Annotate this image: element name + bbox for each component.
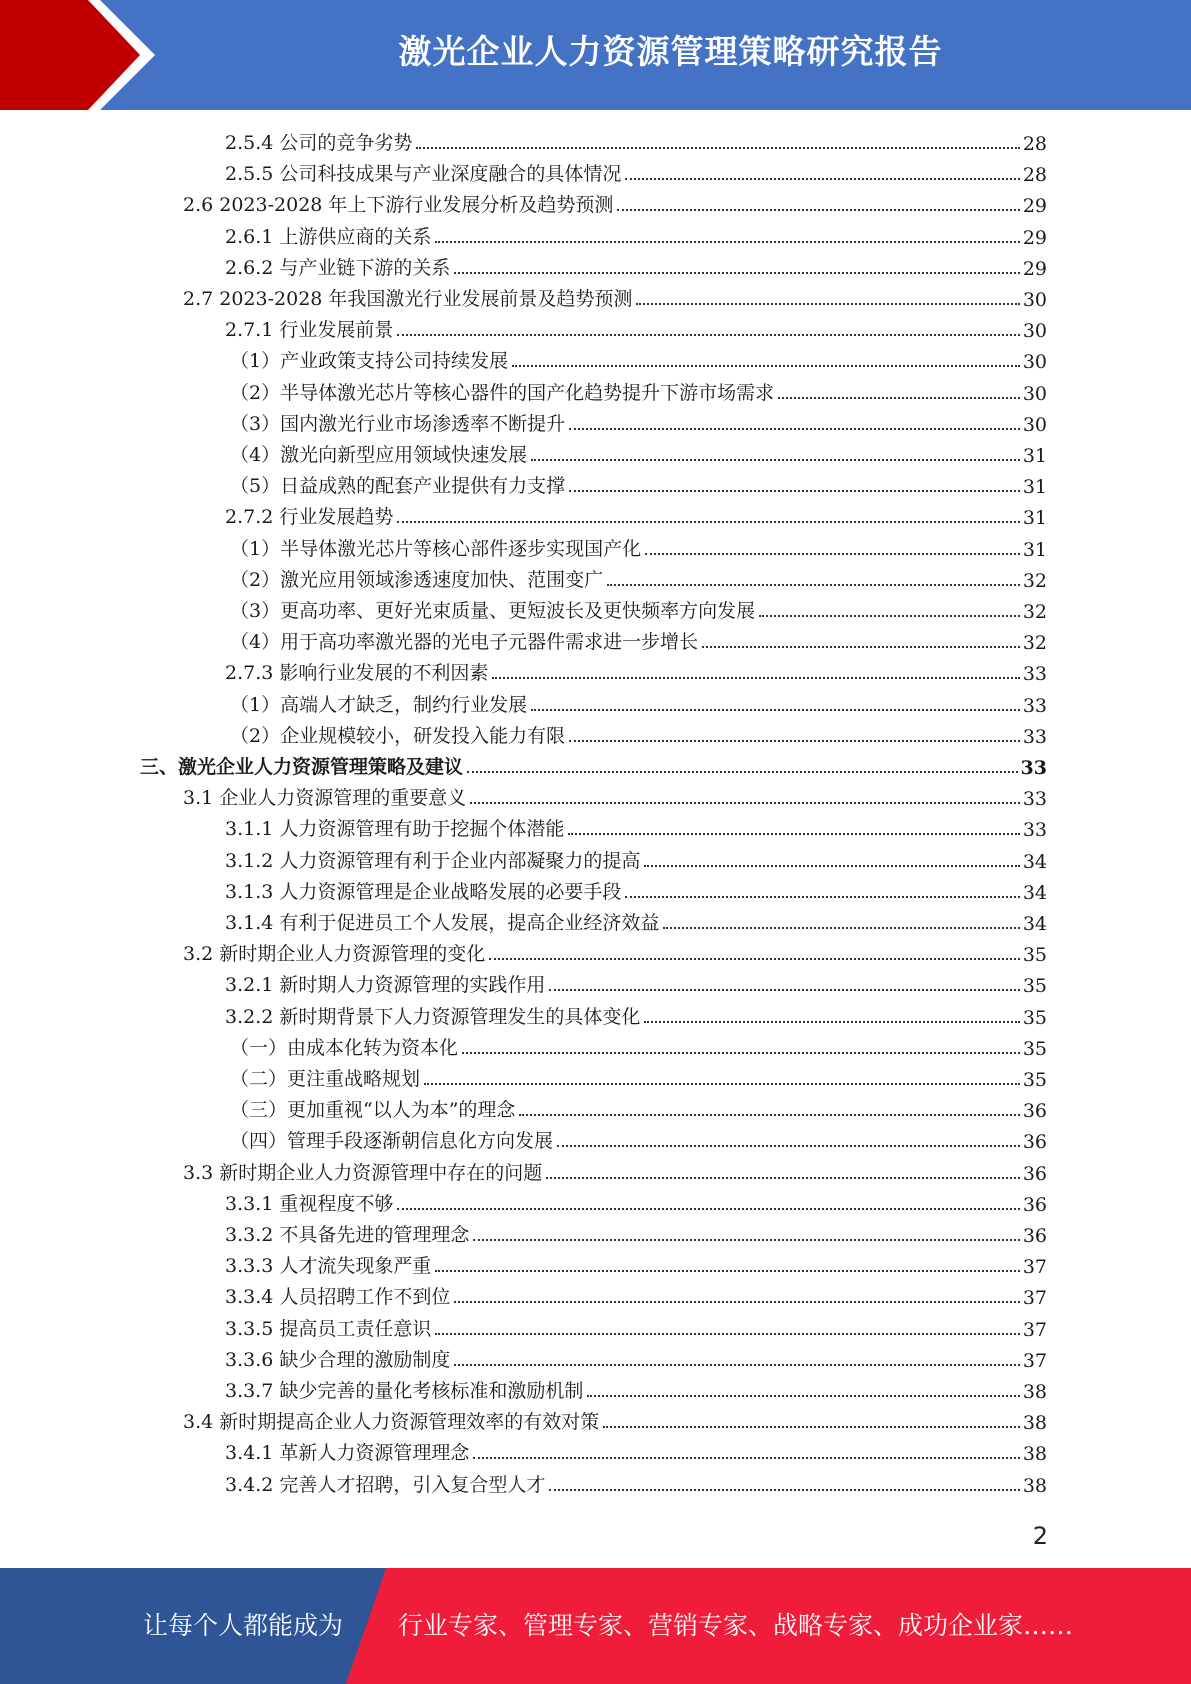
toc-entry-page: 38 bbox=[1022, 1474, 1047, 1497]
toc-entry[interactable] bbox=[225, 1278, 1047, 1309]
toc-entry-title: 2.5.5 公司科技成果与产业深度融合的具体情况 bbox=[225, 163, 622, 186]
report-title: 激光企业人力资源管理策略研究报告 bbox=[398, 32, 943, 71]
toc-entry-title: （一）由成本化转为资本化 bbox=[230, 1036, 459, 1059]
toc-dot-leader bbox=[587, 1395, 1019, 1397]
toc-entry[interactable] bbox=[230, 717, 1047, 748]
toc-entry[interactable] bbox=[225, 904, 1047, 935]
toc-entry-page: 28 bbox=[1022, 133, 1047, 155]
toc-dot-leader bbox=[467, 771, 1018, 773]
toc-entry-title: 2.7 2023-2028 年我国激光行业发展前景及趋势预测 bbox=[183, 288, 633, 310]
toc-dot-leader bbox=[519, 1114, 1019, 1116]
toc-entry-page: 38 bbox=[1022, 1412, 1047, 1435]
toc-dot-leader bbox=[568, 833, 1019, 835]
toc-entry-page: 30 bbox=[1022, 289, 1047, 311]
toc-entry-title: 3.3.7 缺少完善的量化考核标准和激励机制 bbox=[225, 1380, 584, 1402]
toc-entry-page: 35 bbox=[1022, 1069, 1047, 1091]
toc-entry-page: 33 bbox=[1022, 725, 1047, 748]
toc-dot-leader bbox=[546, 1177, 1020, 1179]
toc-entry-page: 32 bbox=[1022, 569, 1047, 592]
toc-dot-leader bbox=[702, 646, 1020, 648]
toc-entry-page: 37 bbox=[1022, 1256, 1047, 1279]
toc-entry-title: 2.5.4 公司的竞争劣势 bbox=[225, 132, 413, 154]
page-footer bbox=[0, 1568, 1191, 1684]
toc-entry-page: 33 bbox=[1022, 819, 1047, 842]
header-chevron-icon bbox=[0, 0, 160, 110]
toc-entry-title: 2.6.2 与产业链下游的关系 bbox=[225, 256, 451, 279]
toc-entry-title: （1）高端人才缺乏，制约行业发展 bbox=[230, 693, 528, 716]
toc-entry[interactable] bbox=[230, 1029, 1047, 1060]
toc-dot-leader bbox=[492, 677, 1019, 679]
toc-dot-leader bbox=[435, 1333, 1019, 1335]
toc-entry-title: 3.2 新时期企业人力资源管理的变化 bbox=[183, 943, 486, 966]
toc-entry-page: 36 bbox=[1022, 1100, 1047, 1123]
toc-entry[interactable] bbox=[225, 498, 1047, 529]
toc-entry[interactable] bbox=[230, 530, 1047, 561]
toc-entry-page: 31 bbox=[1022, 538, 1047, 561]
page-header bbox=[0, 0, 1191, 110]
toc-entry-page: 31 bbox=[1022, 507, 1047, 530]
toc-entry-title: 3.3.6 缺少合理的激励制度 bbox=[225, 1348, 451, 1371]
toc-entry[interactable] bbox=[225, 1216, 1047, 1247]
toc-dot-leader bbox=[489, 958, 1020, 960]
toc-entry[interactable] bbox=[225, 1341, 1047, 1372]
toc-entry[interactable] bbox=[230, 342, 1047, 373]
toc-entry[interactable] bbox=[225, 1247, 1047, 1278]
toc-dot-leader bbox=[625, 178, 1019, 180]
toc-entry[interactable] bbox=[183, 186, 1047, 217]
toc-entry[interactable] bbox=[225, 124, 1047, 155]
footer-roles: 行业专家、管理专家、营销专家、战略专家、成功企业家…… bbox=[398, 1611, 1074, 1640]
toc-dot-leader bbox=[645, 553, 1020, 555]
toc-entry[interactable] bbox=[225, 966, 1047, 997]
toc-entry-page: 34 bbox=[1022, 881, 1047, 904]
toc-dot-leader bbox=[531, 459, 1020, 461]
toc-entry-title: 3.1.3 人力资源管理是企业战略发展的必要手段 bbox=[225, 880, 622, 903]
toc-entry-title: 2.6 2023-2028 年上下游行业发展分析及趋势预测 bbox=[183, 194, 614, 217]
toc-entry[interactable] bbox=[225, 810, 1047, 841]
toc-entry[interactable] bbox=[183, 779, 1047, 810]
toc-dot-leader bbox=[617, 209, 1019, 211]
toc-dot-leader bbox=[569, 740, 1020, 742]
toc-entry[interactable] bbox=[230, 467, 1047, 498]
toc-entry-page: 33 bbox=[1022, 694, 1047, 717]
toc-entry[interactable] bbox=[230, 436, 1047, 467]
toc-dot-leader bbox=[644, 1021, 1019, 1023]
toc-dot-leader bbox=[435, 241, 1019, 243]
toc-entry-title: （4）用于高功率激光器的光电子元器件需求进一步增长 bbox=[230, 631, 699, 654]
toc-dot-leader bbox=[397, 1208, 1019, 1210]
toc-entry-title: 2.6.1 上游供应商的关系 bbox=[225, 225, 432, 248]
toc-dot-leader bbox=[549, 1489, 1019, 1491]
toc-entry-title: （3）国内激光行业市场渗透率不断提升 bbox=[230, 412, 566, 435]
toc-entry-page: 28 bbox=[1022, 164, 1047, 187]
toc-entry-title: 3.2.2 新时期背景下人力资源管理发生的具体变化 bbox=[225, 1005, 641, 1028]
toc-entry-title: 3.1 企业人力资源管理的重要意义 bbox=[183, 787, 467, 810]
toc-entry-page: 30 bbox=[1022, 320, 1047, 343]
toc-dot-leader bbox=[759, 615, 1020, 617]
toc-entry-title: 3.3.4 人员招聘工作不到位 bbox=[225, 1286, 451, 1309]
toc-entry[interactable] bbox=[225, 1434, 1047, 1465]
toc-dot-leader bbox=[416, 147, 1019, 149]
toc-dot-leader bbox=[473, 1457, 1019, 1459]
toc-entry[interactable] bbox=[230, 405, 1047, 436]
toc-entry-page: 37 bbox=[1022, 1318, 1047, 1341]
toc-dot-leader bbox=[603, 1426, 1020, 1428]
toc-dot-leader bbox=[607, 584, 1020, 586]
toc-entry-page: 38 bbox=[1022, 1443, 1047, 1466]
toc-dot-leader bbox=[512, 365, 1020, 367]
toc-entry[interactable] bbox=[230, 1122, 1047, 1153]
toc-entry-page: 29 bbox=[1022, 195, 1047, 218]
toc-entry-page: 32 bbox=[1022, 601, 1047, 623]
toc-entry-page: 29 bbox=[1022, 226, 1047, 249]
toc-entry[interactable] bbox=[230, 592, 1047, 623]
toc-entry-page: 36 bbox=[1022, 1162, 1047, 1185]
toc-entry[interactable] bbox=[230, 1091, 1047, 1122]
toc-entry-title: 2.7.1 行业发展前景 bbox=[225, 319, 394, 342]
toc-entry-title: （1）产业政策支持公司持续发展 bbox=[230, 350, 509, 373]
toc-dot-leader bbox=[454, 272, 1019, 274]
toc-entry-title: 3.4.1 革新人力资源管理理念 bbox=[225, 1442, 470, 1465]
toc-entry-title: 3.4.2 完善人才招聘，引入复合型人才 bbox=[225, 1473, 546, 1496]
toc-dot-leader bbox=[397, 521, 1019, 523]
toc-entry[interactable] bbox=[225, 654, 1047, 685]
toc-entry[interactable] bbox=[225, 1310, 1047, 1341]
toc-dot-leader bbox=[397, 334, 1019, 336]
toc-entry[interactable] bbox=[183, 280, 1047, 311]
toc-entry-title: （2）半导体激光芯片等核心器件的国产化趋势提升下游市场需求 bbox=[230, 381, 775, 404]
toc-entry[interactable] bbox=[230, 686, 1047, 717]
toc-dot-leader bbox=[470, 802, 1020, 804]
toc-entry-title: （2）激光应用领域渗透速度加快、范围变广 bbox=[230, 568, 604, 591]
toc-entry-title: （3）更高功率、更好光束质量、更短波长及更快频率方向发展 bbox=[230, 600, 756, 622]
toc-entry-title: 2.7.2 行业发展趋势 bbox=[225, 506, 394, 529]
toc-entry[interactable] bbox=[225, 873, 1047, 904]
toc-dot-leader bbox=[454, 1364, 1019, 1366]
toc-entry-page: 33 bbox=[1020, 757, 1047, 779]
toc-entry-title: （四）管理手段逐渐朝信息化方向发展 bbox=[230, 1130, 554, 1153]
toc-entry-page: 36 bbox=[1022, 1193, 1047, 1216]
toc-dot-leader bbox=[663, 927, 1019, 929]
toc-entry-page: 30 bbox=[1022, 382, 1047, 405]
toc-entry[interactable] bbox=[140, 748, 1047, 779]
toc-entry[interactable] bbox=[225, 218, 1047, 249]
toc-entry[interactable] bbox=[225, 998, 1047, 1029]
toc-entry-title: 3.4 新时期提高企业人力资源管理效率的有效对策 bbox=[183, 1411, 600, 1434]
toc-entry-page: 30 bbox=[1022, 413, 1047, 436]
toc-entry[interactable] bbox=[230, 1060, 1047, 1091]
toc-entry[interactable] bbox=[183, 935, 1047, 966]
toc-entry[interactable] bbox=[225, 155, 1047, 186]
toc-entry[interactable] bbox=[225, 1372, 1047, 1403]
toc-entry-title: （1）半导体激光芯片等核心部件逐步实现国产化 bbox=[230, 537, 642, 560]
toc-entry-page: 33 bbox=[1022, 788, 1047, 811]
toc-entry-page: 32 bbox=[1022, 632, 1047, 655]
page-number: 2 bbox=[1032, 1522, 1048, 1550]
toc-entry-title: 3.1.1 人力资源管理有助于挖掘个体潜能 bbox=[225, 818, 565, 841]
toc-entry-title: 3.1.4 有利于促进员工个人发展，提高企业经济效益 bbox=[225, 912, 660, 934]
toc-dot-leader bbox=[636, 303, 1019, 305]
toc-dot-leader bbox=[644, 865, 1019, 867]
toc-entry-title: （4）激光向新型应用领域快速发展 bbox=[230, 444, 528, 466]
toc-entry-page: 35 bbox=[1022, 944, 1047, 967]
toc-dot-leader bbox=[778, 397, 1020, 399]
toc-dot-leader bbox=[569, 428, 1020, 430]
toc-dot-leader bbox=[462, 1052, 1020, 1054]
toc-entry-title: 2.7.3 影响行业发展的不利因素 bbox=[225, 662, 489, 685]
toc-entry[interactable] bbox=[230, 623, 1047, 654]
toc-entry-page: 37 bbox=[1022, 1287, 1047, 1310]
toc-entry[interactable] bbox=[225, 1466, 1047, 1497]
toc-entry-title: （三）更加重视“以人为本”的理念 bbox=[230, 1099, 516, 1122]
toc-entry-title: 三、激光企业人力资源管理策略及建议 bbox=[140, 756, 464, 778]
toc-entry-title: 3.2.1 新时期人力资源管理的实践作用 bbox=[225, 974, 546, 997]
toc-entry-title: 3.3.5 提高员工责任意识 bbox=[225, 1317, 432, 1340]
toc-entry-page: 31 bbox=[1022, 445, 1047, 467]
toc-entry-page: 35 bbox=[1022, 1006, 1047, 1029]
toc-entry-page: 36 bbox=[1022, 1225, 1047, 1247]
toc-entry-title: 3.1.2 人力资源管理有利于企业内部凝聚力的提高 bbox=[225, 849, 641, 872]
toc-dot-leader bbox=[424, 1083, 1020, 1085]
toc-entry-page: 37 bbox=[1022, 1349, 1047, 1372]
toc-entry-title: （二）更注重战略规划 bbox=[230, 1068, 421, 1090]
toc-dot-leader bbox=[473, 1239, 1019, 1241]
toc-entry[interactable] bbox=[230, 374, 1047, 405]
toc-entry-title: 3.3 新时期企业人力资源管理中存在的问题 bbox=[183, 1161, 543, 1184]
toc-dot-leader bbox=[454, 1301, 1019, 1303]
toc-entry[interactable] bbox=[183, 1154, 1047, 1185]
toc-entry[interactable] bbox=[225, 311, 1047, 342]
toc-entry-title: （5）日益成熟的配套产业提供有力支撑 bbox=[230, 475, 566, 498]
toc-entry-page: 36 bbox=[1022, 1131, 1047, 1154]
toc-entry-page: 34 bbox=[1022, 850, 1047, 873]
toc-dot-leader bbox=[569, 490, 1020, 492]
toc-entry-title: 3.3.3 人才流失现象严重 bbox=[225, 1255, 432, 1278]
toc-entry-title: （2）企业规模较小，研发投入能力有限 bbox=[230, 724, 566, 747]
toc-dot-leader bbox=[625, 896, 1019, 898]
toc-dot-leader bbox=[435, 1270, 1019, 1272]
footer-slogan: 让每个人都能成为 bbox=[142, 1611, 343, 1640]
toc-entry-page: 31 bbox=[1022, 476, 1047, 499]
toc-entry[interactable] bbox=[225, 249, 1047, 280]
toc-entry-page: 35 bbox=[1022, 1037, 1047, 1060]
toc-entry[interactable] bbox=[183, 1403, 1047, 1434]
toc-entry[interactable] bbox=[225, 842, 1047, 873]
toc-entry-page: 33 bbox=[1022, 663, 1047, 686]
toc-entry-page: 30 bbox=[1022, 351, 1047, 374]
toc-entry[interactable] bbox=[230, 561, 1047, 592]
toc-entry-page: 34 bbox=[1022, 913, 1047, 935]
toc-dot-leader bbox=[549, 989, 1019, 991]
toc-dot-leader bbox=[557, 1145, 1020, 1147]
toc-entry[interactable] bbox=[225, 1185, 1047, 1216]
toc-entry-page: 29 bbox=[1022, 257, 1047, 280]
chevron-red-fill bbox=[0, 0, 140, 110]
toc-dot-leader bbox=[531, 709, 1020, 711]
toc-entry-title: 3.3.1 重视程度不够 bbox=[225, 1192, 394, 1215]
toc-entry-title: 3.3.2 不具备先进的管理理念 bbox=[225, 1224, 470, 1246]
toc-entry-page: 35 bbox=[1022, 975, 1047, 998]
toc-entry-page: 38 bbox=[1022, 1381, 1047, 1403]
